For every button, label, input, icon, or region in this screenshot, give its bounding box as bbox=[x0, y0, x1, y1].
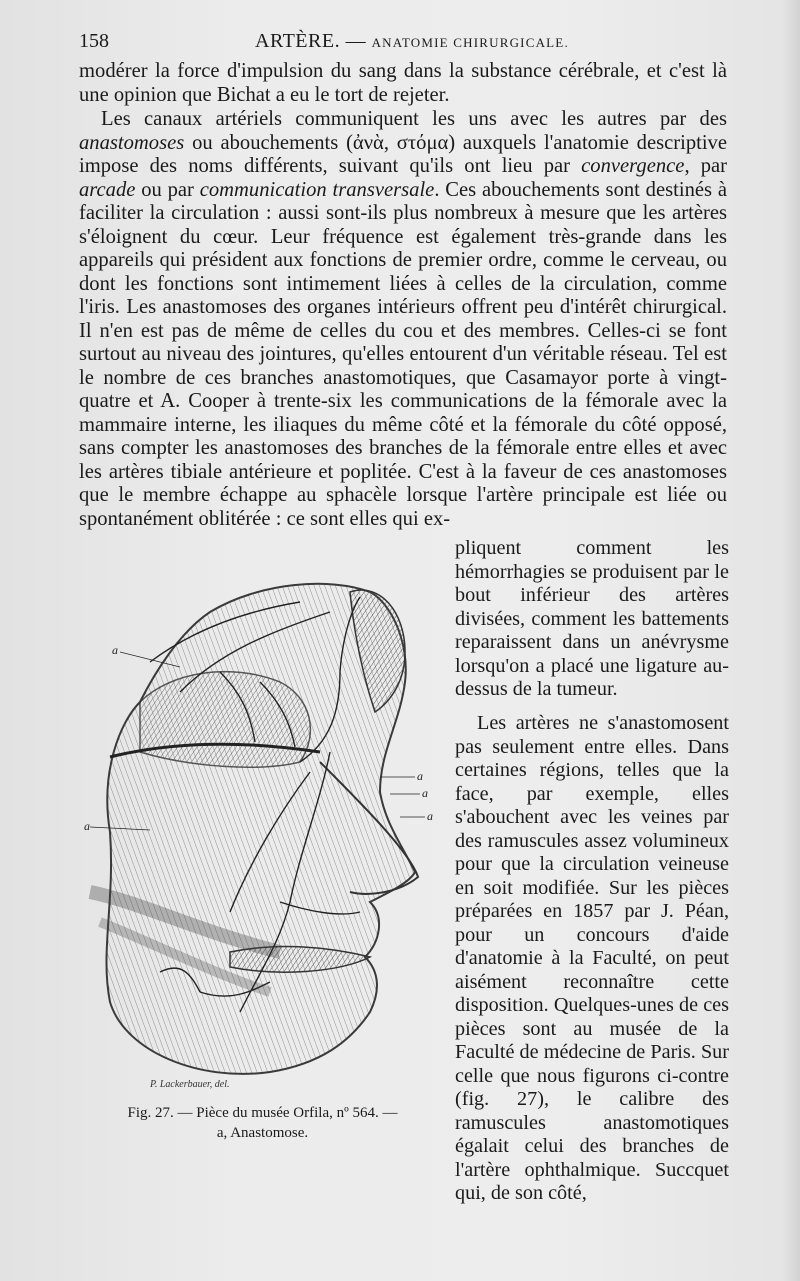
label-a-1: a bbox=[112, 643, 118, 657]
term-anastomoses: anastomoses bbox=[79, 131, 185, 154]
p2-l2b: ou abouchements (ἀνὰ, στόμα) auxquels l'anatomie descriptive bbox=[184, 131, 727, 154]
caption-line-1: Fig. 27. — Pièce du musée Orfila, nº 564. — bbox=[127, 1105, 398, 1121]
p2-l4d: . Ces abouchements sont destinés bbox=[434, 178, 713, 201]
running-title-dash: — bbox=[340, 30, 372, 52]
p2-rest: à faciliter la circulation : aussi sont-ils plus nombreux à mesure que les artères s'éloignent du cœur. Leur fréquence est également très-grande dans les appareils qui président aux fonctions de premier ordre, comme le cerveau, ou dont les fonctions sont intimement liées à celles de la circulation, comme l'iris. Les anastomoses des organes intérieurs offrent peu d'intérêt chirurgical. Il n'en est pas de même de celles du cou et des membres. Celles-ci se font surtout au niveau des jointures, qu'elles entourent d'un véritable réseau. Tel est le nombre de ces branches anastomotiques, que Casamayor porte à vingt-quatre et A. Cooper à trente-six les communications de la fémorale avec la mammaire interne, les iliaques du même côté et la fémorale du côté opposé, sans compter les anastomoses des branches de la fémorale entre elles et avec les artères tibiale antérieure et poplitée. C'est à la faveur de ces anastomoses que le membre échappe au sphacèle lorsque l'artère principale est liée ou spontanément oblitérée : ce sont elles qui ex- bbox=[79, 178, 727, 530]
running-title-sub: ANATOMIE CHIRURGICALE. bbox=[371, 35, 569, 50]
term-communication: communication transversale bbox=[199, 178, 435, 201]
anatomical-figure bbox=[80, 572, 445, 1097]
running-title-main: ARTÈRE. bbox=[255, 30, 341, 52]
p2-l3a: impose des noms différents, suivant qu'ils ont lieu par bbox=[79, 155, 582, 177]
p2-l3c: , par bbox=[684, 155, 728, 177]
label-a-3: a bbox=[422, 786, 428, 800]
label-a-5: a bbox=[84, 819, 90, 833]
page-number: 158 bbox=[79, 30, 109, 52]
p2-l4b: ou par bbox=[135, 178, 200, 201]
engraver-signature: P. Lackerbauer, del. bbox=[150, 1079, 230, 1090]
face-engraving bbox=[80, 572, 445, 1097]
running-header bbox=[79, 30, 729, 54]
p2-head: Les canaux artériels communiquent les uns avec les autres par des bbox=[101, 108, 727, 130]
paragraph-1: modérer la force d'impulsion du sang dans la substance cérébrale, et c'est là une opinion que Bichat a eu le tort de rejeter. bbox=[79, 60, 727, 106]
column-paragraph-2: Les artères ne s'anastomosent pas seulement entre elles. Dans certaines régions, telles que la face, par exemple, elles s'abouchent avec les veines par des ramuscules assez volumineux pour que la circulation veineuse en soit modifiée. Sur les pièces préparées en 1857 par J. Péan, pour un concours d'aide d'anatomie à la Faculté, on peut aisément reconnaître cette disposition. Quelques-unes de ces pièces sont au musée de la Faculté de médecine de Paris. Sur celle que nous figurons ci-contre (fig. 27), le calibre des ramuscules anastomotiques égalait celui des branches de l'artère ophthalmique. Succquet qui, de son côté, bbox=[455, 712, 729, 1204]
label-a-2: a bbox=[417, 769, 423, 783]
page-edge-shadow bbox=[782, 0, 800, 1281]
running-title bbox=[255, 30, 569, 53]
label-a-4: a bbox=[427, 809, 433, 823]
term-arcade: arcade bbox=[79, 178, 136, 201]
orbit-region bbox=[140, 672, 310, 768]
figure-caption bbox=[80, 1103, 445, 1143]
caption-line-2: a, Anastomose. bbox=[216, 1125, 309, 1141]
column-paragraph-1: pliquent comment les hémorrhagies se produisent par le bout inférieur des artères divisées, comment les battements reparaissent dans un anévrysme lorsqu'on a placé une ligature au-dessus de la tumeur. bbox=[455, 537, 729, 700]
paragraph-2 bbox=[79, 108, 727, 531]
term-convergence: convergence bbox=[581, 155, 685, 177]
